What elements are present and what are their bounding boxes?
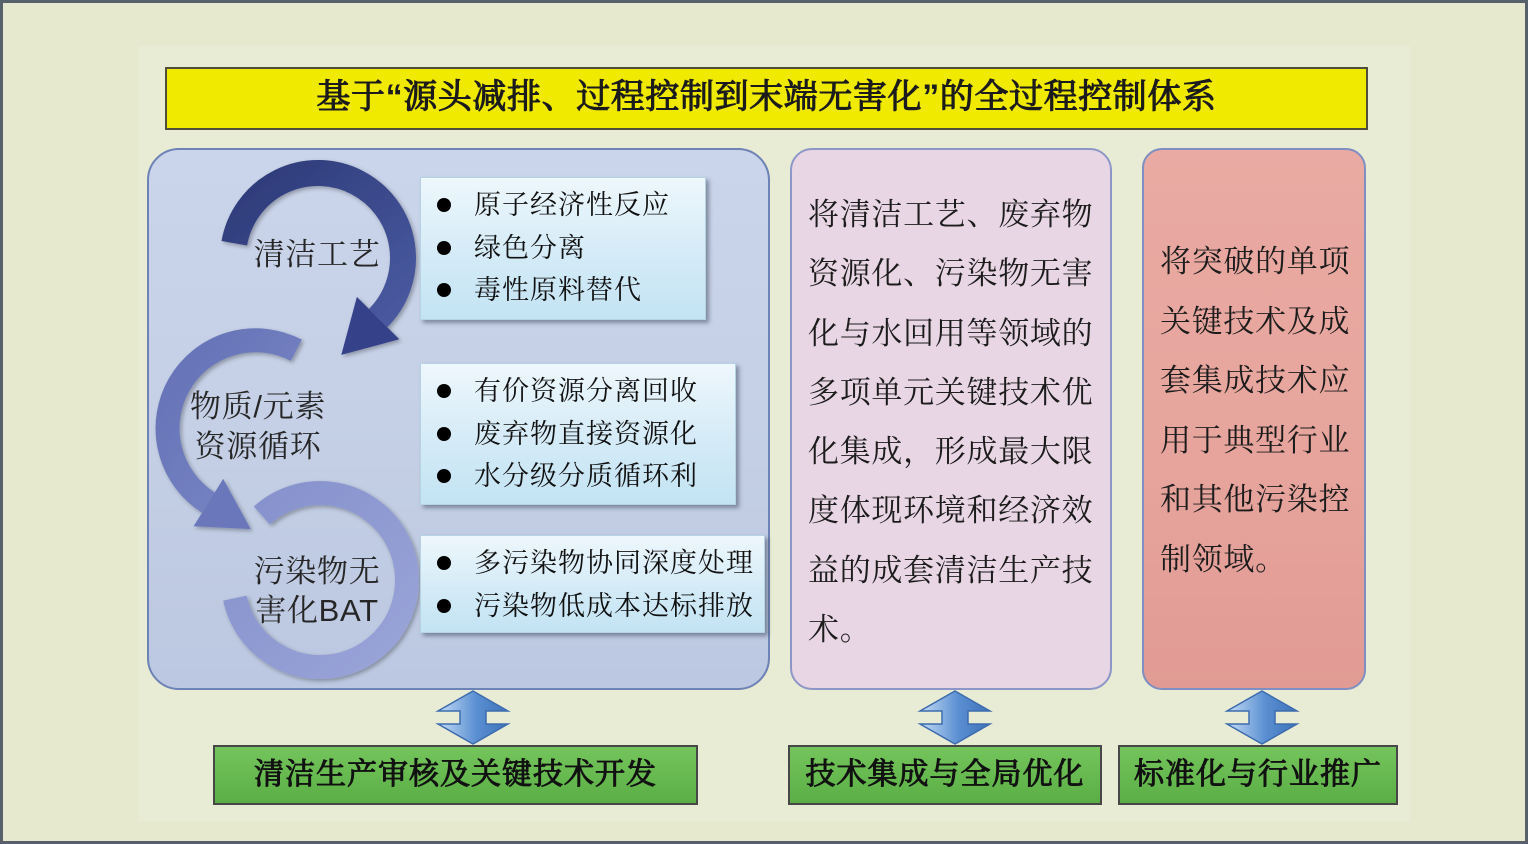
- bullet-icon: [437, 384, 451, 398]
- bullet-item: [421, 585, 764, 628]
- footer-label: 标准化与行业推广: [1134, 758, 1382, 791]
- stage-label-pollutant-harmless: [232, 552, 402, 630]
- bullet-item: [421, 542, 764, 585]
- bullet-text: 绿色分离: [474, 232, 586, 263]
- bullet-icon: [437, 556, 451, 570]
- double-arrow-shape: [438, 691, 508, 744]
- bullet-box-resource-recycling: [420, 363, 736, 505]
- paragraph-line: 化与水回用等领域的: [808, 315, 1094, 351]
- bullet-box-clean-process: [420, 177, 706, 320]
- paragraph-line: 和其他污染控: [1160, 482, 1351, 518]
- stage-label-resource-recycling: [173, 387, 343, 467]
- bullet-item: [421, 370, 735, 413]
- footer-label: 清洁生产审核及关键技术开发: [254, 758, 657, 791]
- bullet-item: [421, 413, 735, 456]
- paragraph-line: 化集成，形成最大限: [808, 434, 1094, 470]
- bullet-item: [421, 455, 735, 498]
- paragraph-line: 关键技术及成: [1160, 303, 1351, 339]
- stage-label-line: 害化BAT: [255, 593, 379, 628]
- paragraph-line: 制领域。: [1160, 541, 1287, 577]
- stage-label-clean-process: [232, 235, 402, 275]
- bullet-icon: [437, 599, 451, 613]
- stage-label-line: 清洁工艺: [253, 237, 381, 272]
- bullet-icon: [437, 427, 451, 441]
- paragraph-line: 将清洁工艺、废弃物: [808, 197, 1094, 232]
- bullet-icon: [437, 469, 451, 483]
- title-text: 基于“源头减排、过程控制到末端无害化”的全过程控制体系: [316, 78, 1217, 116]
- paragraph-line: 益的成套清洁生产技: [808, 552, 1094, 588]
- footer-box-promotion: [1118, 745, 1398, 805]
- double-arrow-shape: [1227, 691, 1297, 744]
- paragraph-line: 度体现环境和经济效: [808, 493, 1094, 529]
- footer-box-integration: [788, 745, 1102, 805]
- double-arrow-icon: [435, 690, 511, 745]
- double-arrow-icon: [917, 690, 993, 745]
- paragraph-line: 资源化、污染物无害: [808, 256, 1094, 292]
- double-arrow-shape: [920, 691, 990, 744]
- footer-label: 技术集成与全局优化: [805, 758, 1085, 791]
- double-arrow-icon: [1224, 690, 1300, 745]
- standardization-promotion-panel: [1142, 148, 1366, 690]
- bullet-item: [421, 227, 705, 270]
- bullet-icon: [437, 241, 451, 255]
- footer-box-audit: [213, 745, 698, 805]
- stage-label-line: 物质/元素: [189, 389, 327, 424]
- bullet-icon: [437, 198, 451, 212]
- stage-label-line: 污染物无: [253, 554, 381, 589]
- bullet-item: [421, 184, 705, 227]
- paragraph-line: 将突破的单项: [1160, 244, 1351, 279]
- bullet-text: 毒性原料替代: [474, 275, 642, 305]
- bullet-text: 污染物低成本达标排放: [474, 590, 754, 621]
- bullet-text: 水分级分质循环利: [474, 461, 698, 491]
- bullet-icon: [437, 283, 451, 297]
- technology-integration-panel: [790, 148, 1112, 690]
- bullet-item: [421, 269, 705, 312]
- bullet-text: 原子经济性反应: [474, 190, 670, 220]
- bullet-box-pollutant-harmless: [420, 535, 765, 633]
- bullet-text: 废弃物直接资源化: [474, 418, 698, 449]
- bullet-text: 有价资源分离回收: [474, 376, 698, 406]
- stage-label-line: 资源循环: [194, 429, 322, 464]
- paragraph-line: 套集成技术应: [1160, 363, 1351, 399]
- bullet-text: 多污染物协同深度处理: [474, 548, 754, 578]
- paragraph-line: 用于典型行业: [1160, 422, 1351, 458]
- paragraph-line: 多项单元关键技术优: [808, 374, 1094, 410]
- title-bar: [165, 67, 1368, 130]
- paragraph-line: 术。: [808, 612, 872, 648]
